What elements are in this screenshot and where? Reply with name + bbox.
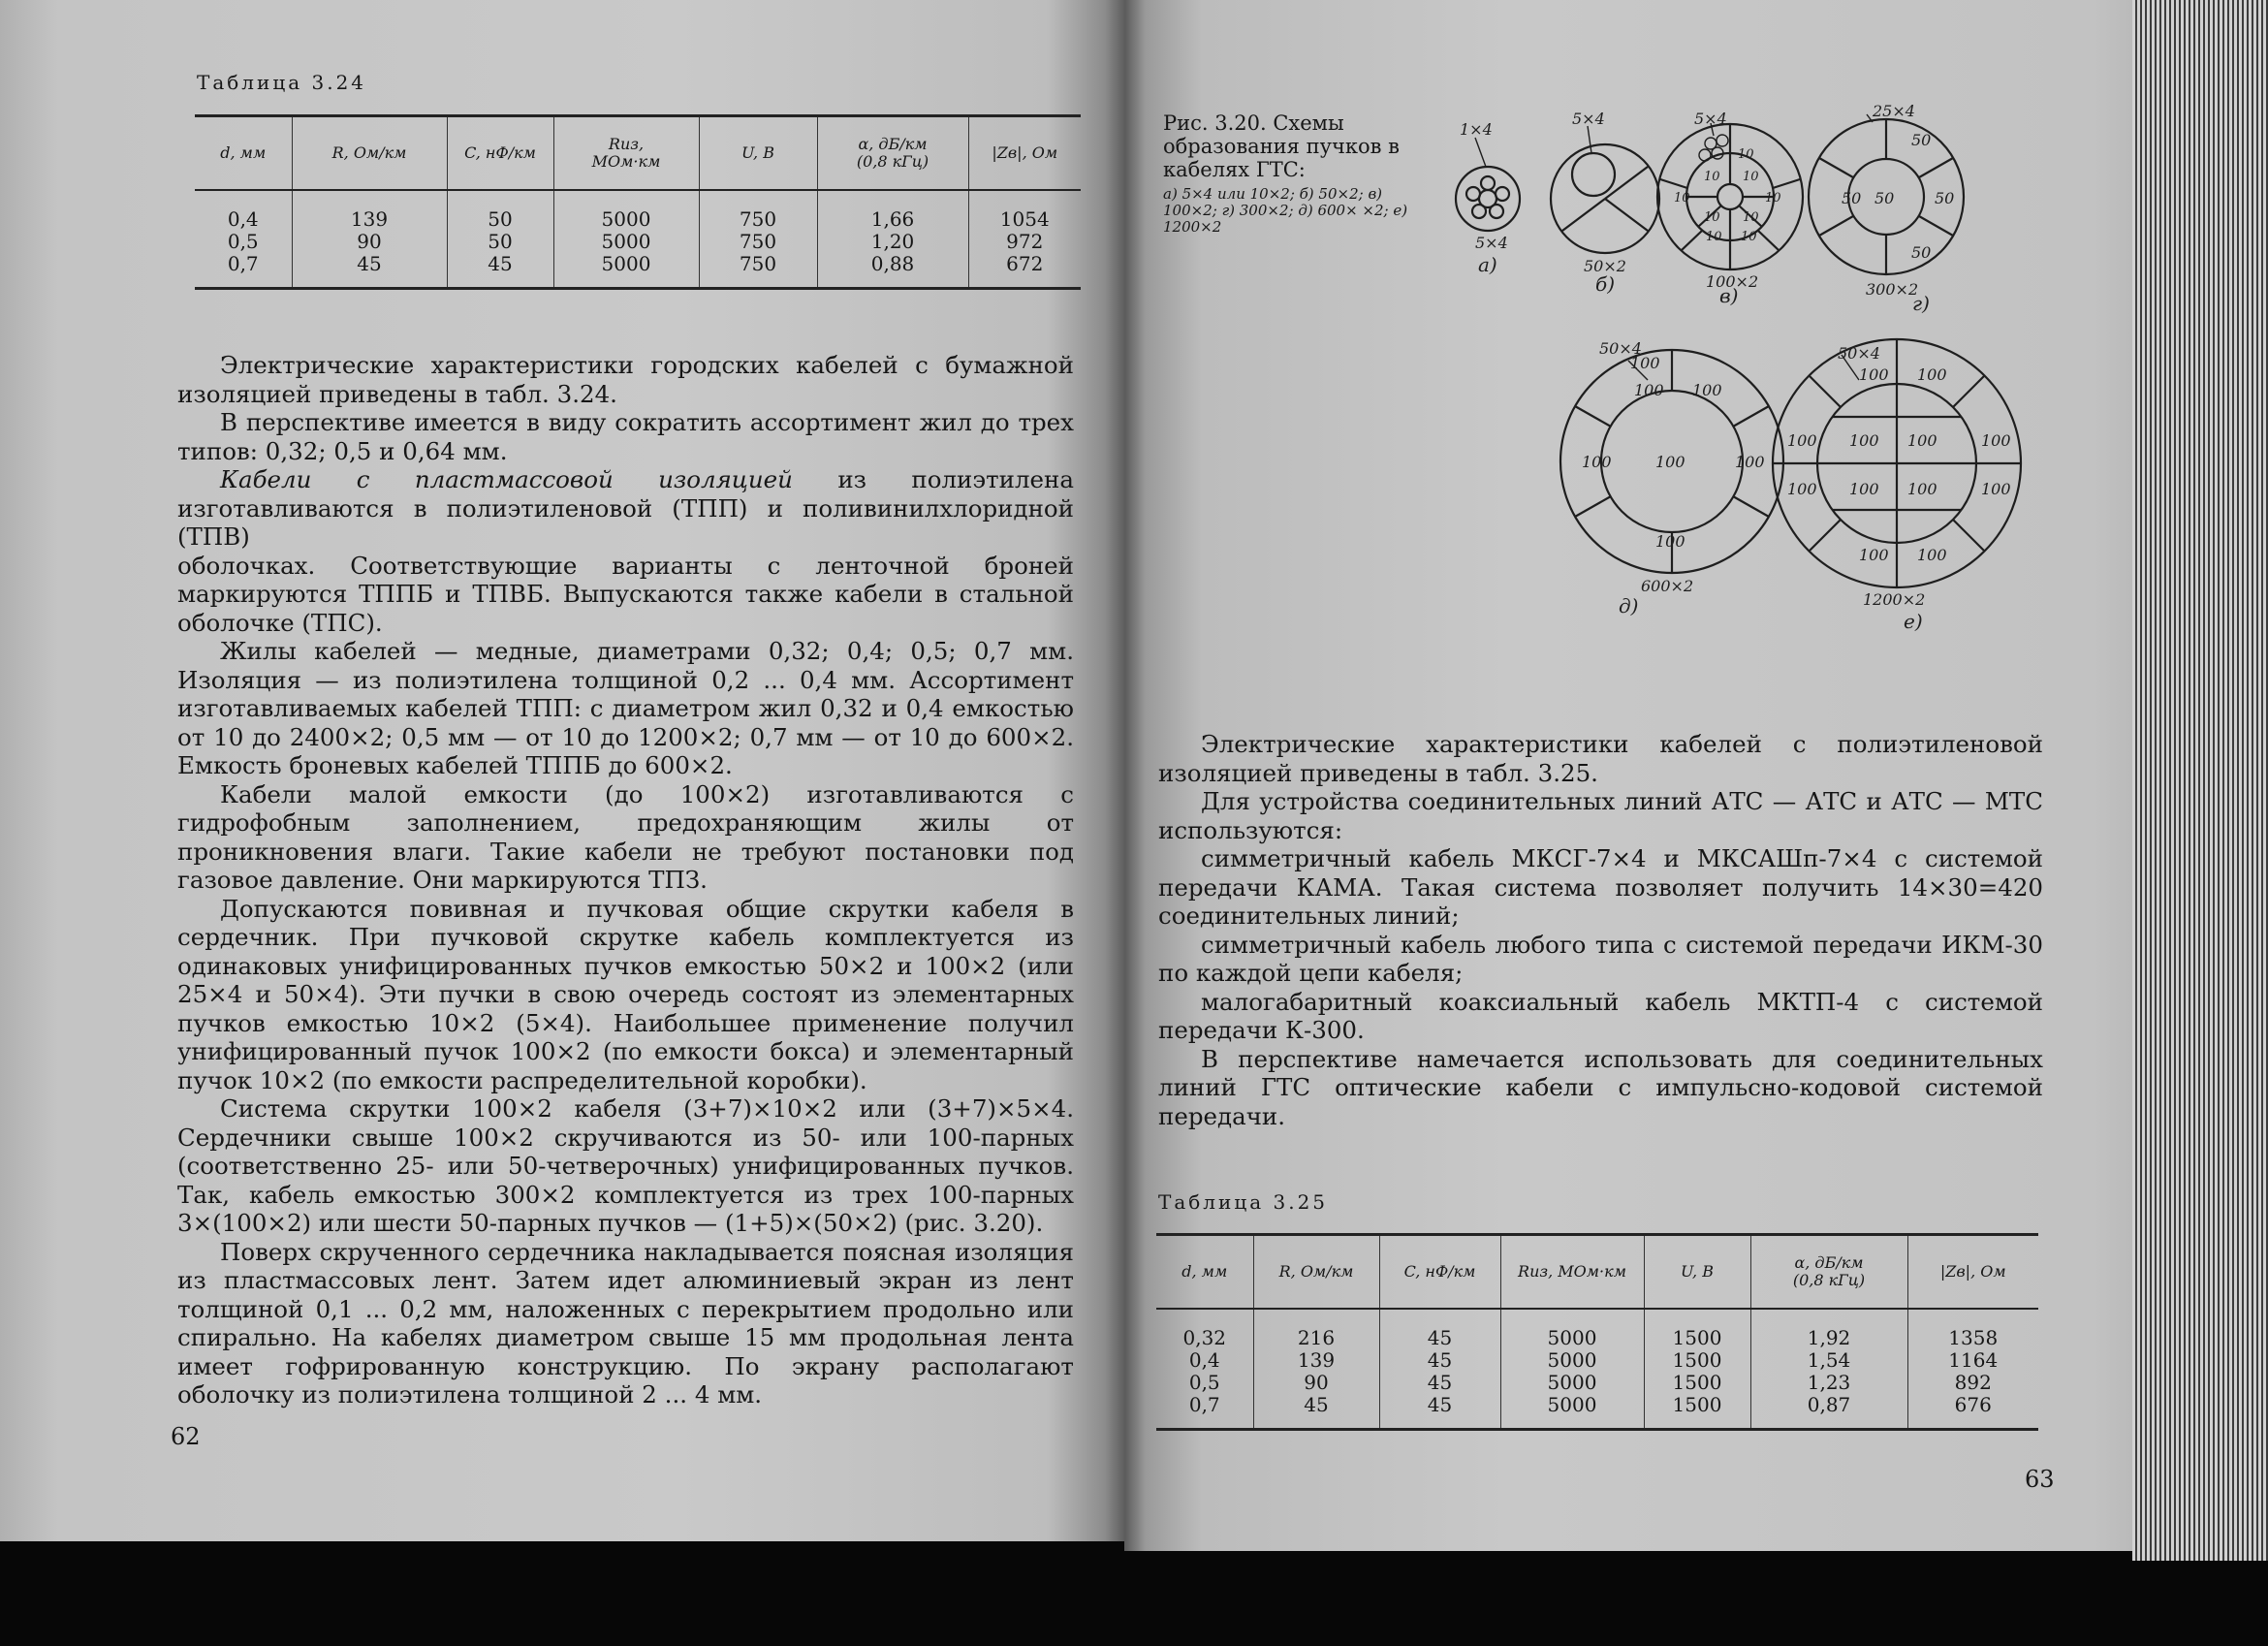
table-column [1500, 1309, 1644, 1430]
column-header [699, 116, 817, 191]
table-cell: 0,4 [1188, 1348, 1220, 1372]
diagram-letter: б) [1595, 272, 1616, 296]
paragraph: Система скрутки 100×2 кабеля (3+7)×10×2 или (3+7)×5×4. Сердечники свыше 100×2 скручиваются из 50- или 100-парных (соответственно 25- или 50-четверочных) унифицированных пучков. Так, кабель емкостью 300×2 комплектуется из трех 100-парных 3×(100×2) или шести 50-парных пучков — (1+5)×(50×2) (рис. 3.20). [177, 1094, 1074, 1237]
diagram-value: 100 [1849, 480, 1879, 498]
column-header-line: Rиз, [608, 135, 645, 153]
table-column [292, 190, 447, 289]
paragraph: Поверх скрученного сердечника накладывается поясная изоляция из пластмассовых лент. Затем идет алюминиевый экран из лент толщиной 0,1 ... 0,2 мм, наложенных с перекрытием продольно или спирально. На кабелях диаметром свыше 15 мм продольная лента имеет гофрированную конструкцию. По экрану располагают оболочку из полиэтилена толщиной 2 ... 4 мм. [177, 1237, 1074, 1409]
table-cell: 750 [739, 207, 777, 231]
diagram-value: 100 [1859, 365, 1889, 384]
diagram-b [1551, 126, 1659, 253]
table-cell: 676 [1954, 1393, 1992, 1416]
diagram-e [1773, 339, 2021, 587]
paragraph: Жилы кабелей — медные, диаметрами 0,32; 0,4; 0,5; 0,7 мм. Изоляция — из полиэтилена толщиной 0,2 ... 0,4 мм. Ассортимент изготавливаемых кабелей ТПП: с диаметром жил 0,32 и 0,4 емкостью от 10 до 2400×2; 0,5 мм — от 10 до 1200×2; 0,7 мм — от 10 до 600×2. Емкость броневых кабелей ТППБ до 600×2. [177, 637, 1074, 779]
diagram-value: 50 [1911, 131, 1932, 149]
table-cell: 0,88 [870, 252, 915, 275]
table-cell: 1,54 [1807, 1348, 1851, 1372]
paragraph: симметричный кабель любого типа с системой передачи ИКМ-30 по каждой цепи кабеля; [1158, 930, 2043, 987]
table-cell: 1358 [1948, 1326, 1999, 1349]
table-cell: 45 [1427, 1326, 1453, 1349]
column-header-line: |Zв|, Ом [992, 143, 1058, 162]
paragraph: Электрические характеристики городских кабелей с бумажной изоляцией приведены в табл. 3.24. [177, 351, 1074, 408]
column-header-line: α, дБ/км [858, 135, 928, 153]
diagram-value: 100 [1907, 480, 1937, 498]
paragraph: Для устройства соединительных линий АТС — АТС и АТС — МТС используются: [1158, 787, 2043, 844]
diagram-value: 10 [1706, 230, 1722, 244]
table-column [1907, 1309, 2038, 1430]
paragraph [177, 465, 1074, 552]
table-cell: 5000 [1547, 1348, 1597, 1372]
table-cell: 0,32 [1182, 1326, 1227, 1349]
table-column [1750, 1309, 1907, 1430]
diagram-value: 50 [1842, 189, 1862, 207]
diagram-label: 5×4 [1475, 234, 1508, 252]
table-3-25-caption: Таблица 3.25 [1158, 1190, 1329, 1214]
diagram-value: 10 [1765, 191, 1781, 206]
paragraph-text: из полиэтилена изготавливаются в полиэтиленовой (ТПП) и поливинилхлоридной (ТПВ) [177, 465, 1074, 551]
diagram-a [1456, 138, 1520, 231]
paragraph: малогабаритный коаксиальный кабель МКТП-4 с системой передачи К-300. [1158, 987, 2043, 1044]
diagram-value: 100 [1917, 546, 1947, 564]
table-cell: 5000 [1547, 1393, 1597, 1416]
table-data-row [1156, 1309, 2038, 1430]
table-cell: 1500 [1672, 1348, 1722, 1372]
table-3-24 [195, 114, 1081, 290]
diagram-value: 100 [1630, 354, 1660, 372]
diagram-label: 1×4 [1460, 120, 1493, 139]
column-header-line: α, дБ/км [1794, 1253, 1864, 1272]
diagram-value: 100 [1849, 431, 1879, 450]
column-header-line: d, мм [1181, 1262, 1228, 1281]
figure-caption: Рис. 3.20. Схемы образования пучков в кабелях ГТС: [1163, 111, 1400, 181]
table-data-row [195, 190, 1081, 289]
table-column [195, 190, 292, 289]
table-column [1156, 1309, 1253, 1430]
column-header [968, 116, 1081, 191]
diagram-letter: г) [1912, 292, 1930, 315]
table-cell: 139 [350, 207, 389, 231]
column-header [1750, 1235, 1907, 1310]
column-header-line: U, В [741, 143, 774, 162]
table-cell: 1,66 [870, 207, 915, 231]
diagram-value: 100 [1859, 546, 1889, 564]
column-header-line: МОм·км [591, 152, 661, 171]
table-cell: 0,4 [227, 207, 259, 231]
table-cell: 90 [1304, 1371, 1329, 1394]
right-body-text [1158, 730, 2043, 1130]
italic-term: Кабели с пластмассовой изоляцией [220, 465, 793, 493]
column-header [1156, 1235, 1253, 1310]
diagram-value: 10 [1743, 210, 1759, 225]
page-number: 63 [2025, 1466, 2055, 1493]
diagram-value: 10 [1741, 230, 1757, 244]
diagram-value: 10 [1704, 170, 1720, 184]
table-cell: 45 [1427, 1371, 1453, 1394]
table-column [447, 190, 553, 289]
table-cell: 1164 [1948, 1348, 1999, 1372]
diagram-label: 5×4 [1694, 110, 1727, 128]
table-cell: 50 [488, 207, 513, 231]
table-cell: 45 [1427, 1348, 1453, 1372]
paragraph: Кабели малой емкости (до 100×2) изготавливаются с гидрофобным заполнением, предохраняющим жилы от проникновения влаги. Такие кабели не требуют постановки под газовое давление. Они маркируются ТПЗ. [177, 779, 1074, 894]
diagram-label: 5×4 [1572, 110, 1605, 128]
table-column [1253, 1309, 1379, 1430]
diagram-value: 50 [1935, 189, 1955, 207]
column-header-line: d, мм [220, 143, 267, 162]
table-cell: 0,87 [1807, 1393, 1851, 1416]
diagram-value: 10 [1704, 210, 1720, 225]
table-header-row [1156, 1235, 2038, 1310]
table-cell: 750 [739, 230, 777, 253]
column-header-line: R, Ом/км [331, 143, 407, 162]
diagram-value: 100 [1634, 381, 1664, 399]
diagram-value: 50 [1911, 243, 1932, 262]
table-3-24-caption: Таблица 3.24 [197, 71, 367, 94]
diagram-letter: е) [1904, 610, 1923, 633]
column-header-line: C, нФ/км [464, 143, 536, 162]
diagram-letter: в) [1719, 284, 1739, 307]
diagram-label: 600×2 [1641, 577, 1694, 595]
table-column [1379, 1309, 1500, 1430]
table-cell: 972 [1006, 230, 1044, 253]
table-cell: 90 [357, 230, 382, 253]
right-page [1124, 0, 2161, 1551]
column-header [1253, 1235, 1379, 1310]
column-header-line: (0,8 кГц) [856, 152, 929, 171]
table-cell: 5000 [601, 207, 651, 231]
column-header [292, 116, 447, 191]
table-column [1644, 1309, 1750, 1430]
table-cell: 5000 [1547, 1326, 1597, 1349]
column-header-line: Rиз, МОм·км [1518, 1262, 1626, 1281]
table-cell: 139 [1297, 1348, 1336, 1372]
table-cell: 1500 [1672, 1326, 1722, 1349]
table-cell: 1,92 [1807, 1326, 1851, 1349]
table-cell: 1054 [999, 207, 1050, 231]
diagram-letter: а) [1478, 253, 1497, 276]
paragraph: Электрические характеристики кабелей с полиэтиленовой изоляцией приведены в табл. 3.25. [1158, 730, 2043, 787]
table-cell: 1500 [1672, 1393, 1722, 1416]
table-cell: 216 [1297, 1326, 1336, 1349]
column-header [1500, 1235, 1644, 1310]
diagram-value: 100 [1655, 453, 1685, 471]
table-cell: 0,5 [1188, 1371, 1220, 1394]
table-cell: 750 [739, 252, 777, 275]
table-cell: 1,23 [1807, 1371, 1851, 1394]
column-header [817, 116, 968, 191]
left-body-text [177, 351, 1074, 1409]
table-cell: 45 [1304, 1393, 1329, 1416]
column-header [1907, 1235, 2038, 1310]
diagram-value: 100 [1787, 431, 1817, 450]
table-cell: 0,7 [1188, 1393, 1220, 1416]
diagram-label: 50×4 [1838, 344, 1880, 363]
table-cell: 1,20 [870, 230, 915, 253]
column-header-line: R, Ом/км [1278, 1262, 1354, 1281]
diagram-value: 50 [1874, 189, 1895, 207]
diagram-value: 100 [1787, 480, 1817, 498]
column-header-line: C, нФ/км [1403, 1262, 1476, 1281]
diagram-label: 25×4 [1873, 102, 1915, 120]
diagram-label: 50×4 [1599, 339, 1642, 358]
diagram-value: 100 [1735, 453, 1765, 471]
book-cover-bottom [0, 1541, 2268, 1646]
table-header-row [195, 116, 1081, 191]
left-page [0, 0, 1124, 1541]
diagram-value: 100 [1981, 480, 2011, 498]
table-cell: 672 [1006, 252, 1044, 275]
table-cell: 45 [1427, 1393, 1453, 1416]
paragraph: В перспективе имеется в виду сократить ассортимент жил до трех типов: 0,32; 0,5 и 0,64 мм. [177, 408, 1074, 465]
paragraph: симметричный кабель МКСГ-7×4 и МКСАШп-7×4 с системой передачи КАМА. Такая система позволяет получить 14×30=420 соединительных линий; [1158, 844, 2043, 930]
paragraph: В перспективе намечается использовать для соединительных линий ГТС оптические кабели с импульсно-кодовой системой передачи. [1158, 1044, 2043, 1130]
figure-legend: а) 5×4 или 10×2; б) 50×2; в) 100×2; г) 300×2; д) 600× ×2; е) 1200×2 [1163, 185, 1408, 236]
diagram-label: 300×2 [1866, 280, 1919, 299]
diagram-value: 100 [1917, 365, 1947, 384]
table-cell: 5000 [601, 252, 651, 275]
table-cell: 50 [488, 230, 513, 253]
diagram-value: 100 [1655, 532, 1685, 551]
diagram-letter: д) [1619, 594, 1639, 617]
table-cell: 0,5 [227, 230, 259, 253]
page-number: 62 [171, 1423, 201, 1450]
table-cell: 45 [357, 252, 382, 275]
table-cell: 5000 [1547, 1371, 1597, 1394]
table-column [699, 190, 817, 289]
table-cell: 45 [488, 252, 513, 275]
table-cell: 0,7 [227, 252, 259, 275]
diagram-value: 100 [1692, 381, 1722, 399]
column-header [1644, 1235, 1750, 1310]
column-header [195, 116, 292, 191]
diagram-label: 50×2 [1584, 257, 1626, 275]
table-column [968, 190, 1081, 289]
table-column [553, 190, 699, 289]
paragraph: оболочках. Соответствующие варианты с ленточной броней маркируются ТППБ и ТПВБ. Выпускаются также кабели в стальной оболочке (ТПС). [177, 551, 1074, 637]
table-column [817, 190, 968, 289]
column-header [1379, 1235, 1500, 1310]
diagram-value: 100 [1907, 431, 1937, 450]
table-3-25 [1156, 1233, 2038, 1431]
column-header-line: (0,8 кГц) [1792, 1271, 1866, 1289]
table-cell: 5000 [601, 230, 651, 253]
column-header [447, 116, 553, 191]
paragraph: Допускаются повивная и пучковая общие скрутки кабеля в сердечник. При пучковой скрутке кабель комплектуется из одинаковых унифицированных пучков емкостью 50×2 и 100×2 (или 25×4 и 50×4). Эти пучки в свою очередь состоят из элементарных пучков емкостью 10×2 (5×4). Наибольшее применение получил унифицированный пучок 100×2 (по емкости бокса) и элементарный пучок 10×2 (по емкости распределительной коробки). [177, 894, 1074, 1094]
diagram-value: 10 [1674, 191, 1690, 206]
diagram-value: 100 [1981, 431, 2011, 450]
diagram-value: 10 [1743, 170, 1759, 184]
column-header-line: U, В [1681, 1262, 1714, 1281]
diagram-value: 100 [1582, 453, 1612, 471]
column-header [553, 116, 699, 191]
column-header-line: |Zв|, Ом [1939, 1262, 2006, 1281]
figure-3-20 [1124, 0, 2161, 679]
table-cell: 1500 [1672, 1371, 1722, 1394]
book-page-edges [2132, 0, 2268, 1561]
diagram-label: 1200×2 [1863, 590, 1926, 609]
diagram-label: 100×2 [1706, 272, 1759, 291]
diagram-value: 10 [1738, 147, 1754, 162]
table-cell: 892 [1954, 1371, 1992, 1394]
